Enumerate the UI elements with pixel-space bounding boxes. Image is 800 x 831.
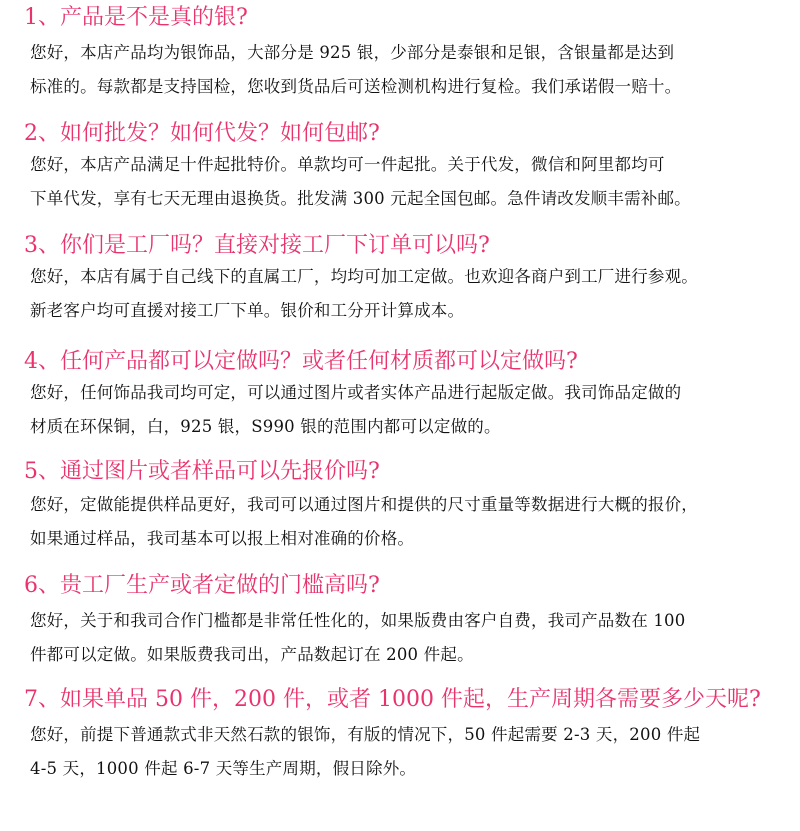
faq-answer-line: 您好，本店有属于自己线下的直属工厂，均均可加工定做。也欢迎各商户到工厂进行参观。 (30, 267, 698, 286)
faq-question: 1、产品是不是真的银? (24, 5, 248, 30)
faq-answer-line: 新老客户均可直援对接工厂下单。银价和工分开计算成本。 (30, 301, 465, 320)
faq-answer-line: 您好，任何饰品我司均可定，可以通过图片或者实体产品进行起版定做。我司饰品定做的 (30, 383, 682, 402)
faq-answer-line: 您好，前提下普通款式非天然石款的银饰，有版的情况下，50 件起需要 2-3 天，200 件起 (30, 725, 701, 744)
faq-answer-line: 您好，本店产品均为银饰品，大部分是 925 银，少部分是泰银和足银，含银量都是达到 (30, 43, 675, 62)
faq-answer-line: 下单代发，享有七天无理由退换货。批发满 300 元起全国包邮。急件请改发顺丰需补邮。 (30, 189, 691, 208)
faq-answer-line: 如果通过样品，我司基本可以报上相对准确的价格。 (30, 529, 415, 548)
faq-question: 4、任何产品都可以定做吗？或者任何材质都可以定做吗? (24, 349, 578, 374)
faq-question: 3、你们是工厂吗？直接对接工厂下订单可以吗? (24, 233, 490, 258)
faq-answer-line: 您好，本店产品满足十件起批特价。单款均可一件起批。关于代发，微信和阿里都均可 (30, 155, 665, 174)
faq-answer-line: 材质在环保铜，白，925 银，S990 银的范围内都可以定做的。 (30, 417, 501, 436)
faq-question: 5、通过图片或者样品可以先报价吗? (24, 459, 380, 484)
faq-question: 2、如何批发？如何代发？如何包邮? (24, 121, 380, 146)
faq-answer-line: 标准的。每款都是支持国检，您收到货品后可送检测机构进行复检。我们承诺假一赔十。 (30, 77, 682, 96)
faq-answer-line: 您好，关于和我司合作门槛都是非常任性化的，如果版费由客户自费，我司产品数在 100 (30, 611, 686, 630)
faq-question: 7、如果单品 50 件，200 件，或者 1000 件起，生产周期各需要多少天呢? (24, 687, 761, 712)
faq-question: 6、贵工厂生产或者定做的门槛高吗? (24, 573, 380, 598)
faq-answer-line: 您好，定做能提供样品更好，我司可以通过图片和提供的尺寸重量等数据进行大概的报价， (30, 495, 698, 514)
faq-answer-line: 件都可以定做。如果版费我司出，产品数起订在 200 件起。 (30, 645, 474, 664)
faq-answer-line: 4-5 天，1000 件起 6-7 天等生产周期，假日除外。 (30, 759, 417, 778)
